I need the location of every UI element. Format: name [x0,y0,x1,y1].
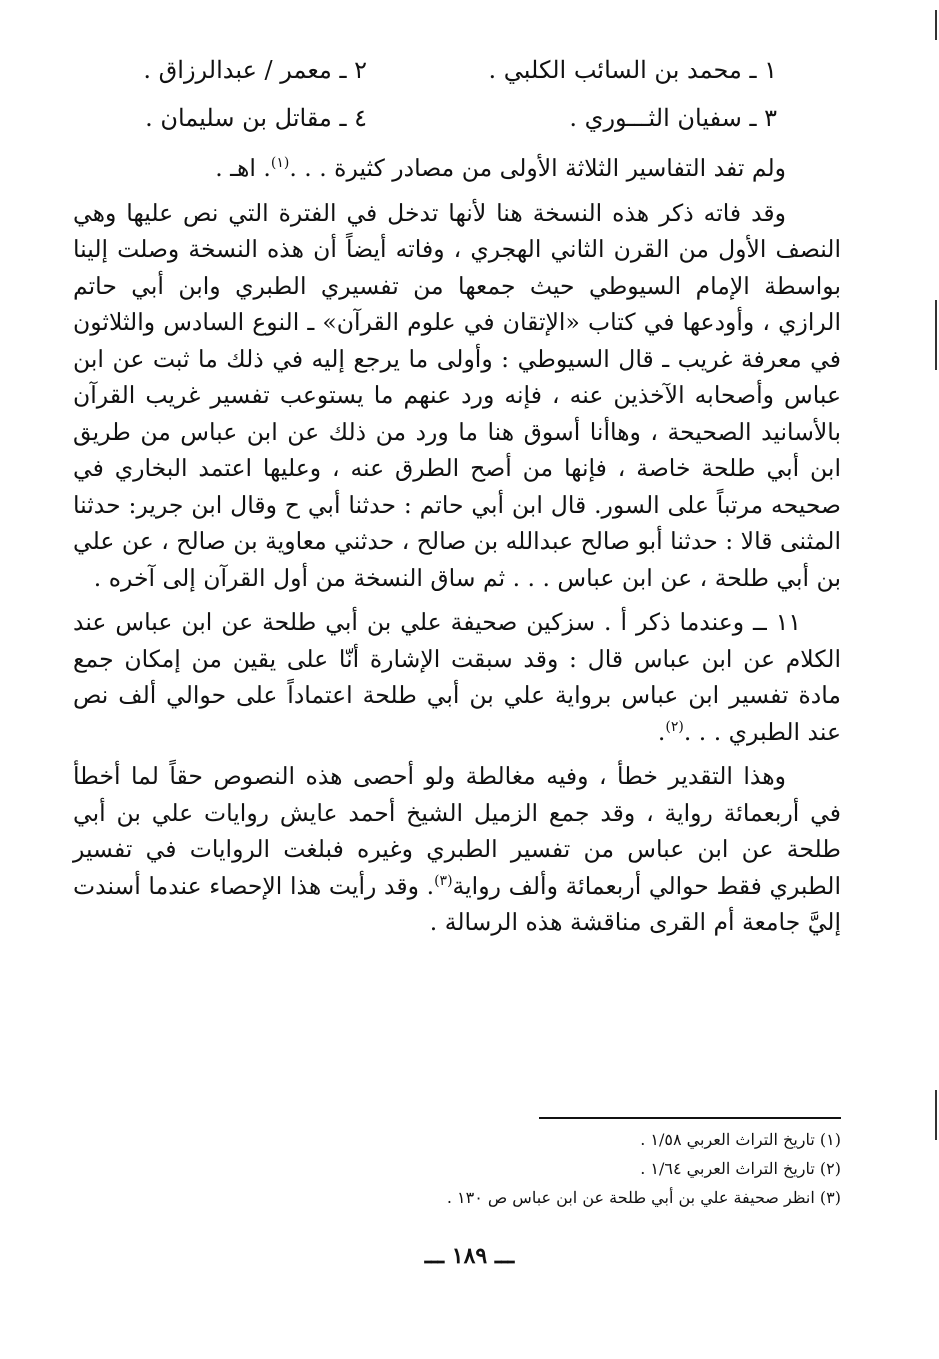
scan-edge-mark [935,300,937,370]
footnote-1: (١) تاريخ التراث العربي ١/٥٨ . [640,1130,841,1149]
paragraph-2 [73,604,841,750]
paragraph-0 [73,150,841,187]
list-item-2: ٢ ـ معمر / عبدالرزاق . [143,56,367,84]
paragraph-0-text: ولم تفد التفاسير الثلاثة الأولى من مصادر كثيرة . . . [289,154,786,182]
footnote-separator [539,1117,841,1119]
footnote-ref-3: (٣) [434,872,453,889]
footnotes [341,1125,841,1212]
footnote-ref-2: (٢) [665,718,684,735]
page-number: ـــ ١٨٩ ـــ [424,1243,515,1269]
paragraph-3 [73,758,841,941]
list-item-1: ١ ـ محمد بن السائب الكلبي . [488,56,777,84]
paragraph-3-text: وهذا التقدير خطأ ، وفيه مغالطة ولو أحصى هذه النصوص حقاً لما أخطأ في أربعمائة رواية ، وقد جمع الزميل الشيخ أحمد عايش روايات علي بن أبي طلحة عن ابن عباس من تفسير الطبري وغيره فبلغت الروايات في تفسير الطبري فقط حوالي أربعمائة وألف رواية [73,762,841,900]
list-item-4: ٤ ـ مقاتل بن سليمان . [145,104,367,132]
paragraph-2-tail: . [657,717,666,746]
scan-edge-mark [935,1090,937,1140]
body-text [73,150,841,941]
scan-edge-mark [935,10,937,40]
paragraph-1: وقد فاته ذكر هذه النسخة هنا لأنها تدخل في الفترة التي نص عليها وهي النصف الأول من القرن الثاني الهجري ، وفاته أيضاً أن هذه النسخة وصلت إلينا بواسطة الإمام السيوطي حيث جمعها من تفسيري الطبري وابن أبي حاتم الرازي ، وأودعها في كتاب «الإتقان في علوم القرآن» ـ النوع السادس والثلاثون في معرفة غريب ـ قال السيوطي : وأولى ما يرجع إليه في ذلك ما ثبت عن ابن عباس وأصحابه الآخذين عنه ، فإنه ورد عنهم ما يستوعب تفسير غريب القرآن بالأسانيد الصحيحة ، وهاأنا أسوق هنا ما ورد من ذلك عن ابن عباس من طريق ابن أبي طلحة خاصة ، فإنها من أصح الطرق عنه ، وعليها اعتمد البخاري في صحيحه مرتباً على السور. قال ابن أبي حاتم : حدثنا أبي ح وقال ابن جرير: حدثنا المثنى قالا : حدثنا أبو صالح عبدالله بن صالح ، حدثني معاوية بن صالح ، عن علي بن أبي طلحة ، عن ابن عباس . . . ثم ساق النسخة من أول القرآن إلى آخره . [73,198,841,592]
paragraph-0-tail: . اهـ . [215,154,271,182]
footnote-3: (٣) انظر صحيفة علي بن أبي طلحة عن ابن عباس ص ١٣٠ . [446,1188,841,1207]
list-item-3: ٣ ـ سفيان الثـــوري . [569,104,777,132]
paragraph-2-text: ١١ ــ وعندما ذكر أ . سزكين صحيفة علي بن أبي طلحة عن ابن عباس عند الكلام عن ابن عباس قال : وقد سبقت الإشارة أنّا على يقين من إمكان جمع مادة تفسير ابن عباس برواية علي بن أبي طلحة اعتماداً على حوالي ألف نص عند الطبري . . . [73,608,841,746]
footnote-ref-1: (١) [270,155,290,172]
footnote-2: (٢) تاريخ التراث العربي ١/٦٤ . [640,1159,841,1178]
paragraph-3-tail: . وقد رأيت هذا الإحصاء عندما أسندت إليَّ جامعة أم القرى مناقشة هذه الرسالة . [73,871,841,936]
